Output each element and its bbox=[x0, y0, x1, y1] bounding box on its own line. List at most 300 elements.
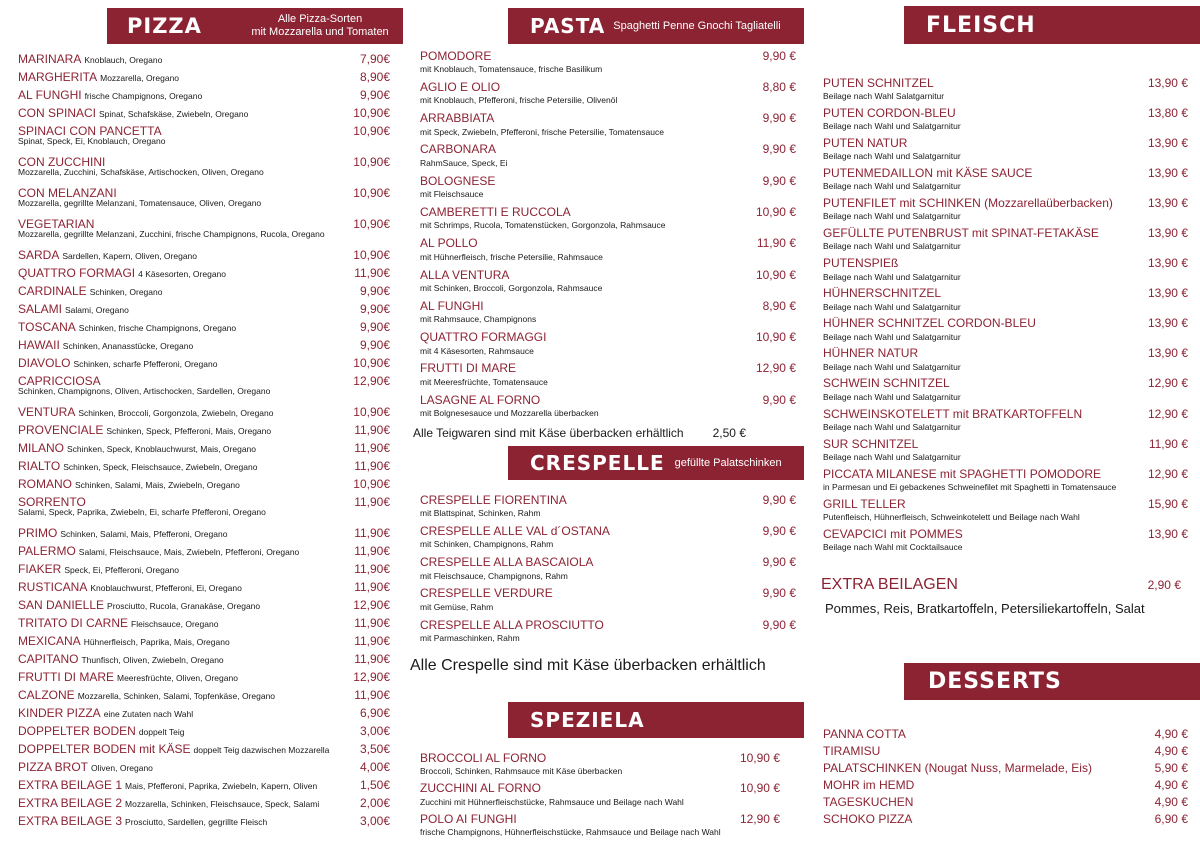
fleisch-item-price: 12,90 € bbox=[1147, 466, 1188, 481]
pizza-item-left bbox=[18, 403, 273, 421]
speziela-item-desc: Broccoli, Schinken, Rahmsauce mit Käse überbacken bbox=[420, 766, 623, 776]
pizza-item bbox=[18, 282, 390, 300]
pizza-item-price: 11,90€ bbox=[354, 544, 390, 558]
pasta-item-name: AL POLLO bbox=[420, 236, 478, 251]
pizza-item bbox=[18, 457, 390, 475]
pasta-item-desc: mit Fleischsauce bbox=[420, 189, 484, 200]
pizza-item bbox=[18, 794, 390, 812]
pizza-item-name: PALERMO bbox=[18, 544, 76, 558]
pasta-item-row bbox=[420, 203, 796, 220]
speziela-item bbox=[420, 780, 780, 811]
pasta-item bbox=[420, 329, 796, 360]
pizza-item-price: 8,90€ bbox=[359, 70, 390, 84]
pizza-item-row bbox=[18, 524, 390, 542]
pasta-item-name: ARRABBIATA bbox=[420, 111, 495, 126]
pizza-item-left bbox=[18, 722, 185, 740]
pizza-item bbox=[18, 318, 390, 336]
pasta-item-row bbox=[420, 172, 796, 189]
fleisch-item-price: 12,90 € bbox=[1147, 376, 1188, 391]
fleisch-item-row bbox=[823, 255, 1188, 272]
pizza-item-name: DOPPELTER BODEN bbox=[18, 724, 136, 738]
dessert-item-name: PALATSCHINKEN (Nougat Nuss, Marmelade, Eis) bbox=[823, 760, 1092, 775]
fleisch-item-price: 13,90 € bbox=[1147, 346, 1188, 361]
pizza-item-desc: Schinken, Salami, Mais, Pfefferoni, Oregano bbox=[60, 529, 228, 539]
pizza-item-price: 11,90€ bbox=[354, 495, 390, 509]
pizza-item-row bbox=[18, 650, 390, 668]
pasta-item-name: CAMBERETTI E RUCCOLA bbox=[420, 204, 571, 219]
pizza-item-price: 2,00€ bbox=[359, 796, 390, 810]
fleisch-item-price: 13,90 € bbox=[1147, 526, 1188, 541]
pizza-item-desc: Schinken, Salami, Mais, Zwiebeln, Oregano bbox=[75, 480, 240, 490]
crespelle-item-name: CRESPELLE ALLE VAL d´OSTANA bbox=[420, 523, 610, 538]
dessert-item-row bbox=[823, 776, 1188, 793]
pasta-item-price: 8,80 € bbox=[762, 79, 796, 94]
fleisch-item bbox=[823, 134, 1188, 164]
fleisch-item-name: SCHWEINSKOTELETT mit BRATKARTOFFELN bbox=[823, 406, 1083, 421]
pasta-item-row bbox=[420, 360, 796, 377]
pizza-item bbox=[18, 264, 390, 282]
crespelle-item-row bbox=[420, 585, 796, 602]
fleisch-item-desc: Beilage nach Wahl mit Cocktailsauce bbox=[823, 542, 963, 553]
fleisch-item-desc: Beilage nach Wahl und Salatgarnitur bbox=[823, 211, 961, 222]
pizza-item-price: 10,90€ bbox=[353, 217, 390, 231]
pizza-item-desc: Speck, Ei, Pfefferoni, Oregano bbox=[64, 565, 180, 575]
fleisch-item bbox=[823, 255, 1188, 285]
dessert-item-row bbox=[823, 725, 1188, 742]
fleisch-item-price: 13,90 € bbox=[1147, 165, 1188, 180]
pizza-item bbox=[18, 758, 390, 776]
dessert-item-price: 5,90 € bbox=[1154, 760, 1188, 775]
pizza-item-price: 3,00€ bbox=[359, 724, 390, 738]
pizza-item-row bbox=[18, 614, 390, 632]
pizza-item-row bbox=[18, 722, 390, 740]
pizza-item-price: 10,90€ bbox=[353, 477, 390, 491]
pasta-item-name: ALLA VENTURA bbox=[420, 267, 510, 282]
pizza-item-row bbox=[18, 578, 390, 596]
pasta-subtitle: Spaghetti Penne Gnochi Tagliatelli bbox=[613, 19, 781, 32]
pasta-item-price: 10,90 € bbox=[755, 267, 796, 282]
fleisch-item-desc: Beilage nach Wahl und Salatgarnitur bbox=[823, 422, 961, 433]
crespelle-list bbox=[420, 491, 796, 647]
pizza-item-price: 11,90€ bbox=[354, 652, 390, 666]
fleisch-item-price: 13,80 € bbox=[1147, 105, 1188, 120]
fleisch-item-price: 13,90 € bbox=[1147, 225, 1188, 240]
pizza-item-name: TOSCANA bbox=[18, 320, 76, 334]
pizza-item-name: CAPRICCIOSA bbox=[18, 374, 101, 388]
pizza-item-row bbox=[18, 68, 390, 86]
pizza-item-left bbox=[18, 264, 226, 282]
pasta-item-price: 10,90 € bbox=[755, 330, 796, 345]
pizza-item-row bbox=[18, 542, 390, 560]
pizza-item-row bbox=[18, 668, 390, 686]
fleisch-item bbox=[823, 194, 1188, 224]
pizza-item-left bbox=[18, 686, 275, 704]
fleisch-item-desc: Beilage nach Wahl und Salatgarnitur bbox=[823, 151, 961, 162]
pizza-subtitle bbox=[237, 13, 403, 39]
pizza-item-row bbox=[18, 264, 390, 282]
fleisch-item bbox=[823, 525, 1188, 555]
pizza-item-name: RUSTICANA bbox=[18, 580, 88, 594]
pizza-item-desc: 4 Käsesorten, Oregano bbox=[138, 269, 226, 279]
pizza-list bbox=[18, 50, 390, 830]
pasta-item-name: POMODORE bbox=[420, 48, 492, 63]
fleisch-item-price: 13,90 € bbox=[1147, 256, 1188, 271]
pizza-item-left bbox=[18, 596, 260, 614]
pizza-item-name: EXTRA BEILAGE 1 bbox=[18, 778, 123, 792]
pizza-item-desc: Schinken, Oregano bbox=[89, 287, 163, 297]
pizza-item-price: 6,90€ bbox=[359, 706, 390, 720]
dessert-item-name: MOHR im HEMD bbox=[823, 777, 915, 792]
dessert-item bbox=[823, 742, 1188, 759]
pizza-item-name: DIAVOLO bbox=[18, 356, 71, 370]
pizza-item-name: ROMANO bbox=[18, 477, 72, 491]
fleisch-item bbox=[823, 104, 1188, 134]
pizza-item-price: 11,90€ bbox=[354, 423, 390, 437]
pizza-item-row bbox=[18, 758, 390, 776]
crespelle-item-desc: mit Blattspinat, Schinken, Rahm bbox=[420, 508, 541, 518]
fleisch-list bbox=[823, 74, 1188, 556]
crespelle-item bbox=[420, 554, 796, 585]
pizza-item-name: MARINARA bbox=[18, 52, 82, 66]
pizza-item-desc: Spinat, Schafskäse, Zwiebeln, Oregano bbox=[99, 109, 249, 119]
pizza-item-desc: Salami, Fleischsauce, Mais, Zwiebeln, Pfefferoni, Oregano bbox=[78, 547, 300, 557]
fleisch-item-row bbox=[823, 435, 1188, 452]
pizza-item-desc: doppelt Teig dazwischen Mozzarella bbox=[193, 745, 330, 755]
pizza-item-left bbox=[18, 650, 224, 668]
pizza-item-price: 11,90€ bbox=[354, 616, 390, 630]
pizza-item-name: SORRENTO bbox=[18, 495, 86, 509]
pasta-item-price: 8,90 € bbox=[762, 298, 796, 313]
crespelle-item bbox=[420, 491, 796, 522]
pizza-item bbox=[18, 372, 390, 403]
pizza-item-desc: Oliven, Oregano bbox=[91, 763, 153, 773]
pasta-item-price: 11,90 € bbox=[756, 236, 796, 251]
fleisch-item-price: 13,90 € bbox=[1147, 135, 1188, 150]
pizza-item-name: CAPITANO bbox=[18, 652, 79, 666]
fleisch-item-name: PUTENFILET mit SCHINKEN (Mozzarellaüberbacken) bbox=[823, 195, 1113, 210]
pasta-item-row bbox=[420, 78, 796, 95]
pizza-subtitle-line1: Alle Pizza-Sorten bbox=[277, 13, 363, 25]
pasta-item-desc: mit Meeresfrüchte, Tomatensauce bbox=[420, 376, 548, 387]
pizza-item-name: FRUTTI DI MARE bbox=[18, 670, 114, 684]
speziela-item-price: 10,90 € bbox=[739, 750, 780, 765]
pasta-item bbox=[420, 141, 796, 172]
dessert-item-price: 4,90 € bbox=[1154, 743, 1188, 758]
pizza-item-row bbox=[18, 421, 390, 439]
pizza-item-price: 9,90€ bbox=[359, 284, 390, 298]
pizza-item-name: SAN DANIELLE bbox=[18, 598, 105, 612]
fleisch-item-desc: Putenfleisch, Hühnerfleisch, Schweinkotelett und Beilage nach Wahl bbox=[823, 512, 1080, 523]
fleisch-item-desc: Beilage nach Wahl und Salatgarnitur bbox=[823, 121, 961, 132]
fleisch-item-desc: in Parmesan und Ei gebackenes Schweinefilet mit Spaghetti in Tomatensauce bbox=[823, 482, 1117, 493]
pizza-item-name: HAWAII bbox=[18, 338, 60, 352]
fleisch-item-price: 11,90 € bbox=[1148, 436, 1188, 451]
pasta-note-price: 2,50 € bbox=[712, 426, 746, 440]
pizza-item-left bbox=[18, 475, 240, 493]
pizza-item-row bbox=[18, 439, 390, 457]
pizza-item bbox=[18, 560, 390, 578]
pizza-item-left bbox=[18, 421, 271, 439]
fleisch-item-price: 15,90 € bbox=[1147, 496, 1188, 511]
pizza-item bbox=[18, 122, 390, 153]
pizza-item-desc: Sardellen, Kapern, Oliven, Oregano bbox=[62, 251, 198, 261]
crespelle-item-name: CRESPELLE FIORENTINA bbox=[420, 492, 567, 507]
speziela-item bbox=[420, 749, 780, 780]
pizza-item bbox=[18, 632, 390, 650]
fleisch-item-desc: Beilage nach Wahl und Salatgarnitur bbox=[823, 301, 961, 312]
fleisch-item-name: PUTENMEDAILLON mit KÄSE SAUCE bbox=[823, 165, 1033, 180]
pasta-item-row bbox=[420, 235, 796, 252]
pizza-item-price: 1,50€ bbox=[359, 778, 390, 792]
fleisch-item bbox=[823, 345, 1188, 375]
pizza-item-name: CON ZUCCHINI bbox=[18, 155, 106, 169]
pizza-item-desc: Schinken, Speck, Fleischsauce, Zwiebeln, Oregano bbox=[63, 462, 258, 472]
dessert-item-price: 4,90 € bbox=[1154, 726, 1188, 741]
desserts-title: DESSERTS bbox=[928, 669, 1062, 694]
speziela-item-row bbox=[420, 810, 780, 827]
pizza-item bbox=[18, 776, 390, 794]
pizza-item-price: 10,90€ bbox=[353, 155, 390, 169]
fleisch-item-price: 13,90 € bbox=[1147, 75, 1188, 90]
fleisch-item-row bbox=[823, 74, 1188, 91]
pizza-item bbox=[18, 614, 390, 632]
pizza-item-price: 11,90€ bbox=[354, 441, 390, 455]
fleisch-item-price: 13,90 € bbox=[1147, 316, 1188, 331]
fleisch-item-name: GRILL TELLER bbox=[823, 496, 906, 511]
pizza-item-row bbox=[18, 50, 390, 68]
pizza-item-name: PROVENCIALE bbox=[18, 423, 104, 437]
pizza-item bbox=[18, 403, 390, 421]
pizza-item-desc: Fleischsauce, Oregano bbox=[131, 619, 219, 629]
pasta-item bbox=[420, 47, 796, 78]
pizza-item-left bbox=[18, 578, 242, 596]
fleisch-item bbox=[823, 435, 1188, 465]
crespelle-item-desc: mit Parmaschinken, Rahm bbox=[420, 633, 520, 644]
pizza-item-price: 10,90€ bbox=[353, 405, 390, 419]
pizza-banner bbox=[107, 8, 403, 44]
pizza-item-price: 11,90€ bbox=[354, 580, 390, 594]
pizza-item-desc: Schinken, Champignons, Oliven, Artischocken, Sardellen, Oregano bbox=[18, 386, 271, 396]
speziela-item bbox=[420, 810, 780, 841]
pizza-item-desc: Prosciutto, Rucola, Granakäse, Oregano bbox=[107, 601, 261, 611]
pizza-item bbox=[18, 668, 390, 686]
pizza-item bbox=[18, 68, 390, 86]
speziela-item-row bbox=[420, 780, 780, 797]
fleisch-item-row bbox=[823, 375, 1188, 392]
fleisch-item-name: PUTEN SCHNITZEL bbox=[823, 75, 934, 90]
fleisch-item-desc: Beilage nach Wahl Salatgarnitur bbox=[823, 91, 945, 101]
dessert-item bbox=[823, 759, 1188, 776]
fleisch-banner bbox=[904, 6, 1200, 44]
crespelle-item-row bbox=[420, 616, 796, 633]
pizza-item-desc: Mozzarella, Schinken, Fleischsauce, Speck, Salami bbox=[125, 799, 320, 809]
pizza-item-desc: Schinken, Speck, Pfefferoni, Mais, Oregano bbox=[106, 426, 272, 436]
pizza-item bbox=[18, 650, 390, 668]
crespelle-item-name: CRESPELLE VERDURE bbox=[420, 586, 553, 601]
crespelle-title: CRESPELLE bbox=[530, 451, 665, 475]
pizza-item-row bbox=[18, 812, 390, 830]
speziela-item-row bbox=[420, 749, 780, 766]
pizza-item-left bbox=[18, 86, 202, 104]
pizza-item-price: 11,90€ bbox=[354, 634, 390, 648]
dessert-item bbox=[823, 776, 1188, 793]
fleisch-item-name: HÜHNER NATUR bbox=[823, 346, 919, 361]
pizza-item-name: VEGETARIAN bbox=[18, 217, 95, 231]
pizza-item-left bbox=[18, 457, 257, 475]
pasta-note-row bbox=[413, 426, 746, 440]
pizza-item-name: KINDER PIZZA bbox=[18, 706, 101, 720]
pizza-item bbox=[18, 740, 390, 758]
crespelle-item-price: 9,90 € bbox=[762, 555, 796, 570]
crespelle-note: Alle Crespelle sind mit Käse überbacken erhältlich bbox=[410, 657, 766, 674]
pizza-item-row bbox=[18, 282, 390, 300]
fleisch-item-name: CEVAPCICI mit POMMES bbox=[823, 526, 963, 541]
pizza-item-row bbox=[18, 300, 390, 318]
dessert-item-price: 4,90 € bbox=[1154, 794, 1188, 809]
fleisch-item-row bbox=[823, 405, 1188, 422]
fleisch-item-desc: Beilage nach Wahl und Salatgarnitur bbox=[823, 271, 961, 282]
pizza-item-desc: Salami, Oregano bbox=[65, 305, 129, 315]
pasta-item-price: 10,90 € bbox=[755, 204, 796, 219]
pizza-item-price: 11,90€ bbox=[354, 562, 390, 576]
pizza-item-name: CALZONE bbox=[18, 688, 75, 702]
pizza-item-row bbox=[18, 246, 390, 264]
pizza-item bbox=[18, 812, 390, 830]
crespelle-item-price: 9,90 € bbox=[762, 492, 796, 507]
pizza-item-left bbox=[18, 300, 129, 318]
pasta-item-price: 9,90 € bbox=[762, 111, 796, 126]
pizza-item bbox=[18, 439, 390, 457]
fleisch-item-desc: Beilage nach Wahl und Salatgarnitur bbox=[823, 361, 961, 372]
pizza-subtitle-line2: mit Mozzarella und Tomaten bbox=[251, 26, 389, 38]
pizza-item-row bbox=[18, 104, 390, 122]
pizza-item-row bbox=[18, 336, 390, 354]
fleisch-item-price: 12,90 € bbox=[1147, 406, 1188, 421]
pizza-item-row bbox=[18, 403, 390, 421]
pizza-item-desc: Mozzarella, Oregano bbox=[100, 73, 180, 83]
pasta-item-row bbox=[420, 141, 796, 158]
speziela-item-name: BROCCOLI AL FORNO bbox=[420, 750, 547, 765]
fleisch-item-desc: Beilage nach Wahl und Salatgarnitur bbox=[823, 452, 961, 463]
pizza-item-desc: Schinken, Broccoli, Gorgonzola, Zwiebeln, Oregano bbox=[78, 408, 274, 418]
pizza-item bbox=[18, 300, 390, 318]
pizza-item-left bbox=[18, 68, 179, 86]
pizza-item-left bbox=[18, 704, 193, 722]
fleisch-item bbox=[823, 74, 1188, 104]
pizza-item-left bbox=[18, 740, 329, 758]
pasta-note: Alle Teigwaren sind mit Käse überbacken erhältlich bbox=[413, 426, 684, 440]
pasta-item-row bbox=[420, 110, 796, 127]
fleisch-item-row bbox=[823, 164, 1188, 181]
speziela-item-price: 12,90 € bbox=[739, 811, 780, 826]
fleisch-item-name: SUR SCHNITZEL bbox=[823, 436, 919, 451]
pizza-item-name: SARDA bbox=[18, 248, 60, 262]
dessert-item bbox=[823, 725, 1188, 742]
pizza-item bbox=[18, 184, 390, 215]
pizza-item-left bbox=[18, 668, 238, 686]
pizza-item-name: MARGHERITA bbox=[18, 70, 98, 84]
pasta-item bbox=[420, 78, 796, 109]
pizza-item-name: CARDINALE bbox=[18, 284, 87, 298]
fleisch-item-name: HÜHNER SCHNITZEL CORDON-BLEU bbox=[823, 316, 1036, 331]
pasta-item-name: AL FUNGHI bbox=[420, 298, 484, 313]
pizza-item-left bbox=[18, 542, 299, 560]
pizza-item-desc: Schinken, Speck, Knoblauchwurst, Mais, Oregano bbox=[67, 444, 257, 454]
pizza-item bbox=[18, 86, 390, 104]
pizza-item-price: 10,90€ bbox=[353, 248, 390, 262]
pizza-item-desc: Knoblauch, Oregano bbox=[84, 55, 163, 65]
pizza-item-desc: Meeresfrüchte, Oliven, Oregano bbox=[117, 673, 238, 683]
fleisch-title: FLEISCH bbox=[926, 12, 1036, 38]
pizza-item-price: 11,90€ bbox=[354, 266, 390, 280]
pizza-item-name: SALAMI bbox=[18, 302, 63, 316]
pasta-item bbox=[420, 110, 796, 141]
pasta-item-row bbox=[420, 391, 796, 408]
pizza-item-name: PRIMO bbox=[18, 526, 58, 540]
pizza-item bbox=[18, 215, 390, 246]
pasta-item bbox=[420, 266, 796, 297]
pizza-item bbox=[18, 104, 390, 122]
pizza-item-left bbox=[18, 318, 236, 336]
fleisch-item-name: PUTEN CORDON-BLEU bbox=[823, 105, 956, 120]
pasta-title: PASTA bbox=[530, 14, 606, 38]
pizza-item-price: 12,90€ bbox=[353, 670, 390, 684]
pasta-item-desc: mit Knoblauch, Pfefferoni, frische Petersilie, Olivenöl bbox=[420, 95, 618, 106]
dessert-item-row bbox=[823, 759, 1188, 776]
dessert-item-price: 6,90 € bbox=[1154, 812, 1188, 827]
pizza-item-row bbox=[18, 86, 390, 104]
fleisch-item-row bbox=[823, 525, 1188, 542]
pasta-item bbox=[420, 203, 796, 234]
dessert-item-name: SCHOKO PIZZA bbox=[823, 812, 913, 827]
crespelle-item-row bbox=[420, 491, 796, 508]
pizza-item bbox=[18, 153, 390, 184]
dessert-item-row bbox=[823, 793, 1188, 810]
speziela-item-desc: frische Champignons, Hühnerfleischstücke, Rahmsauce und Beilage nach Wahl bbox=[420, 827, 721, 837]
speziela-item-desc: Zucchini mit Hühnerfleischstücke, Rahmsauce und Beilage nach Wahl bbox=[420, 796, 684, 807]
pasta-item bbox=[420, 391, 796, 422]
crespelle-subtitle: gefüllte Palatschinken bbox=[674, 456, 782, 469]
pizza-item-row bbox=[18, 776, 390, 794]
pasta-item-desc: mit Knoblauch, Tomatensauce, frische Basilikum bbox=[420, 64, 603, 74]
pizza-item bbox=[18, 578, 390, 596]
pizza-item-name: VENTURA bbox=[18, 405, 76, 419]
pasta-item-row bbox=[420, 297, 796, 314]
speziela-item-price: 10,90 € bbox=[739, 781, 780, 795]
pizza-item-desc: Schinken, Ananasstücke, Oregano bbox=[62, 341, 194, 351]
crespelle-item-desc: mit Gemüse, Rahm bbox=[420, 601, 494, 612]
pizza-item bbox=[18, 704, 390, 722]
fleisch-item bbox=[823, 465, 1188, 495]
pizza-item-left bbox=[18, 632, 230, 650]
pizza-item bbox=[18, 475, 390, 493]
pizza-item-row bbox=[18, 560, 390, 578]
dessert-item-name: TAGESKUCHEN bbox=[823, 794, 914, 809]
dessert-item-row bbox=[823, 810, 1188, 827]
fleisch-item bbox=[823, 224, 1188, 254]
pizza-item-name: CON MELANZANI bbox=[18, 186, 117, 200]
dessert-item-price: 4,90 € bbox=[1154, 777, 1188, 792]
pizza-item-name: RIALTO bbox=[18, 459, 61, 473]
fleisch-item-price: 13,90 € bbox=[1147, 195, 1188, 210]
fleisch-item-desc: Beilage nach Wahl und Salatgarnitur bbox=[823, 241, 961, 252]
fleisch-item-desc: Beilage nach Wahl und Salatgarnitur bbox=[823, 331, 961, 342]
pizza-item-desc: Prosciutto, Sardellen, gegrillte Fleisch bbox=[125, 817, 268, 827]
pizza-item-name: DOPPELTER BODEN mit KÄSE bbox=[18, 742, 191, 756]
pizza-item-left bbox=[18, 104, 248, 122]
pizza-item-left bbox=[18, 794, 319, 812]
pizza-item-price: 3,00€ bbox=[359, 814, 390, 828]
